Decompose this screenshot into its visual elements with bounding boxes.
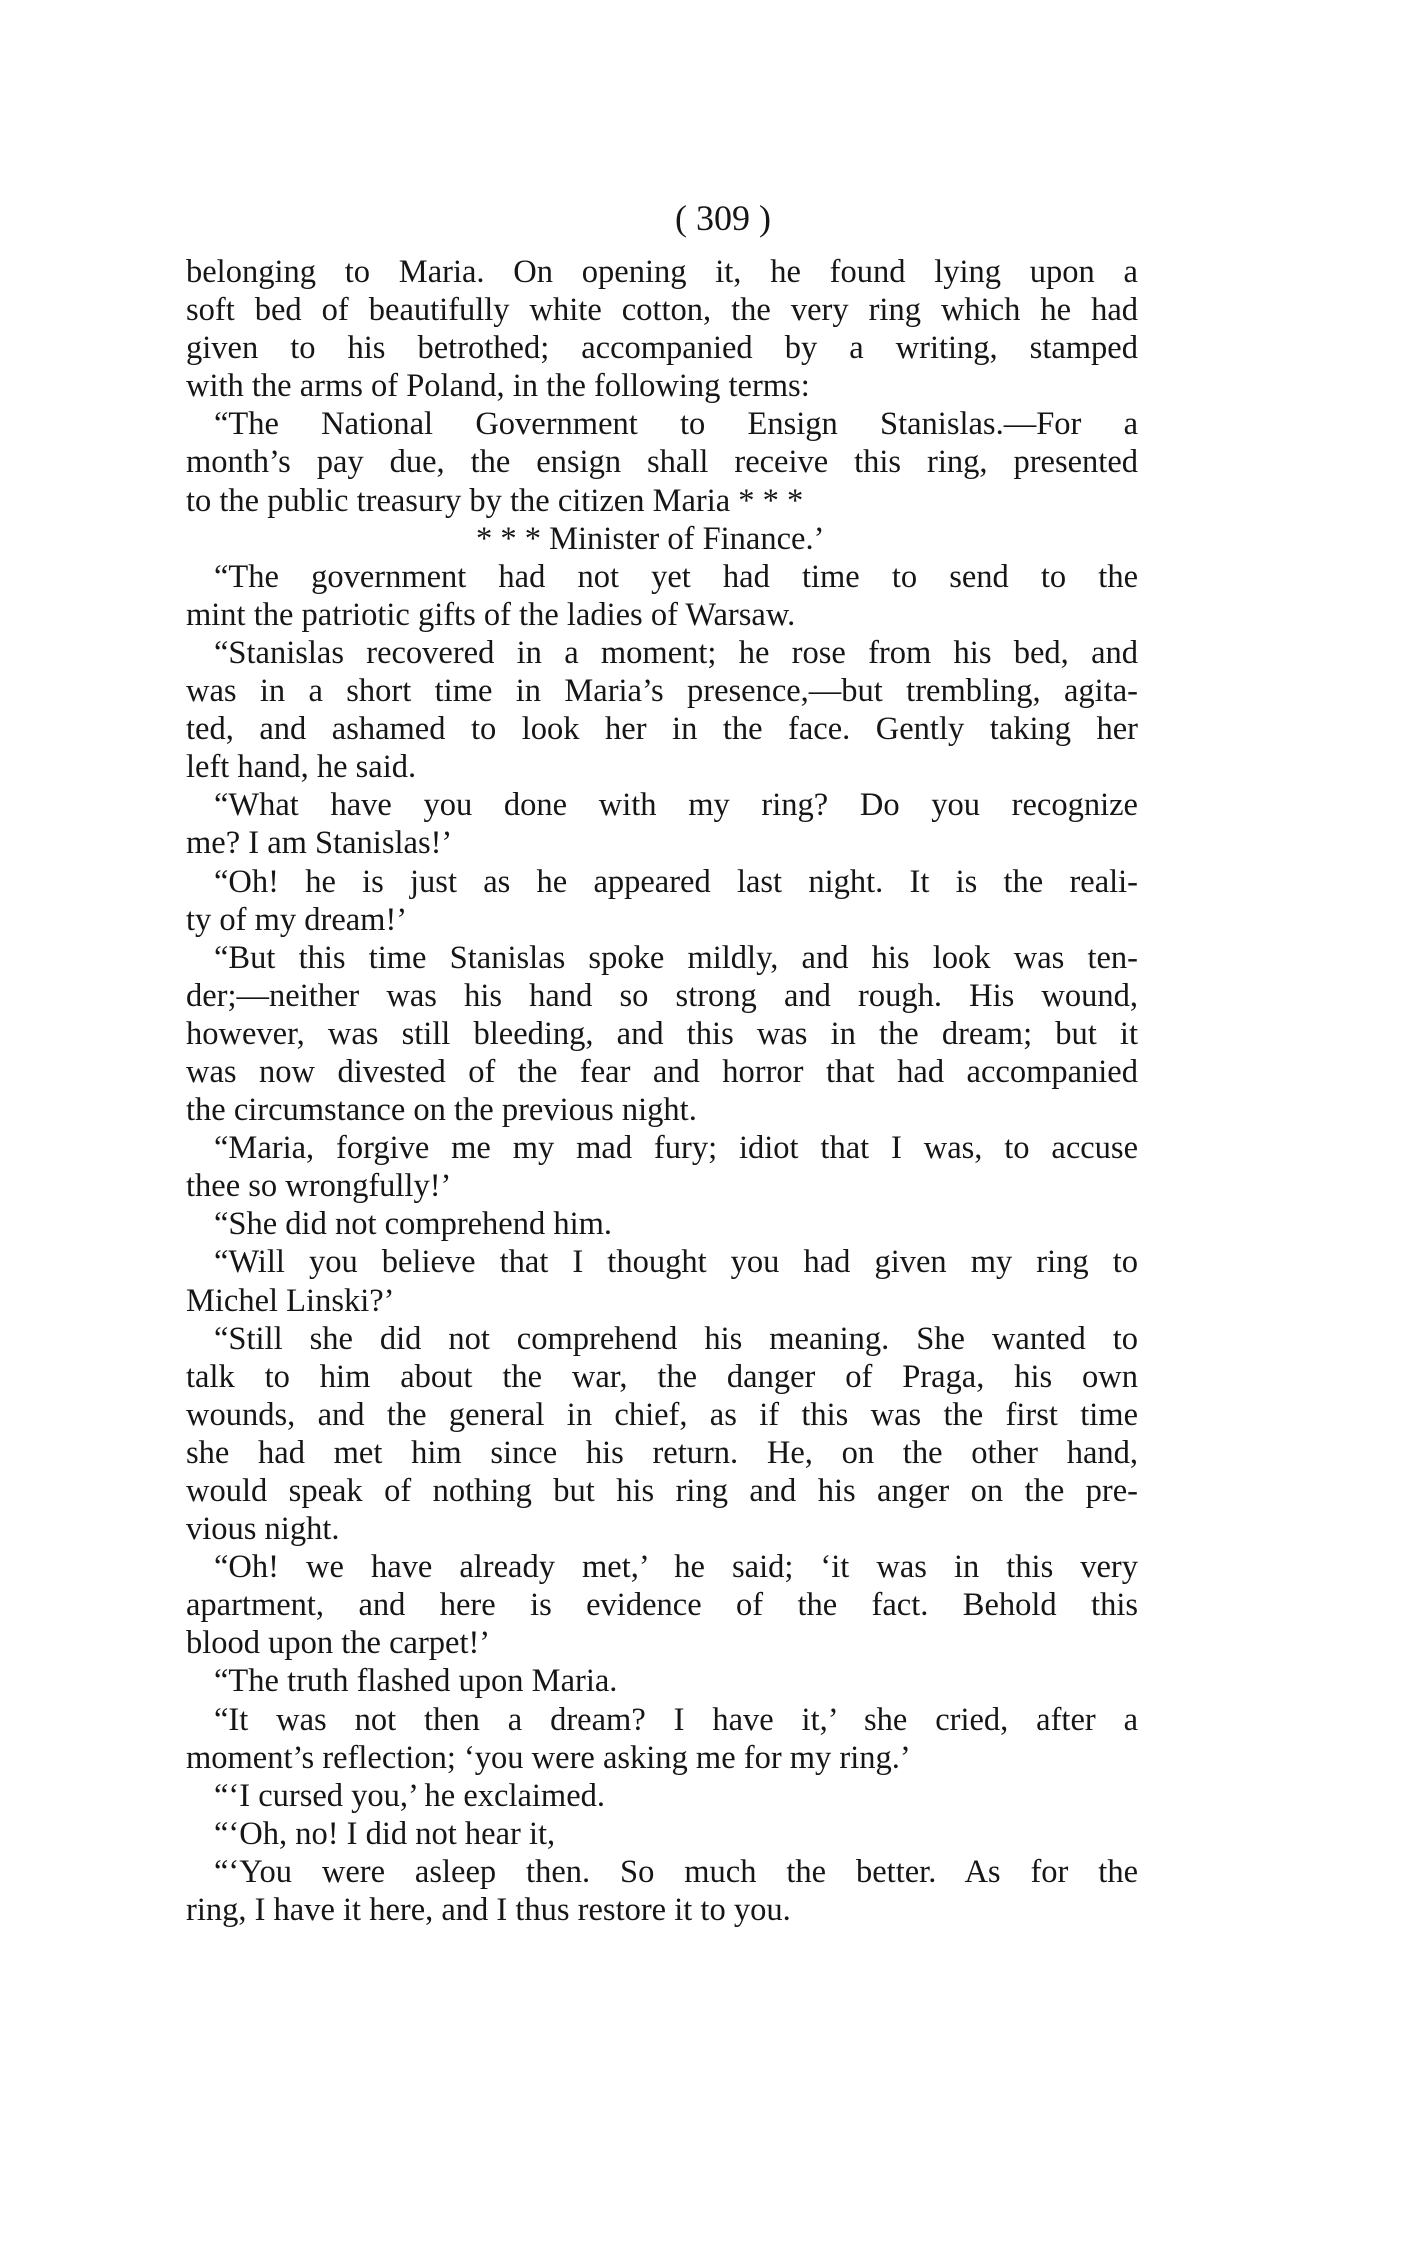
text-line: * * * Minister of Finance.’	[476, 520, 825, 557]
text-line: thee so wrongfully!’	[186, 1168, 452, 1205]
text-line: “‘Oh, no! I did not hear it,	[214, 1815, 556, 1852]
page-text	[186, 253, 1138, 1929]
text-line: was in a short time in Maria’s presence,—but trembling, agita-	[186, 673, 1138, 710]
text-line: given to his betrothed; accompanied by a writing, stamped	[186, 330, 1138, 367]
text-line: was now divested of the fear and horror that had accompanied	[186, 1053, 1138, 1090]
text-line: vious night.	[186, 1511, 340, 1548]
text-line: “The National Government to Ensign Stanislas.—For a	[214, 406, 1138, 443]
text-line: with the arms of Poland, in the following terms:	[186, 368, 810, 405]
text-line: “Still she did not comprehend his meaning. She wanted to	[214, 1320, 1138, 1357]
text-line: the circumstance on the previous night.	[186, 1092, 697, 1129]
text-line: however, was still bleeding, and this was in the dream; but it	[186, 1015, 1138, 1052]
text-line: “The government had not yet had time to send to the	[214, 558, 1138, 595]
text-line: “Stanislas recovered in a moment; he rose from his bed, and	[214, 634, 1138, 671]
text-line: left hand, he said.	[186, 749, 417, 786]
text-line: ring, I have it here, and I thus restore it to you.	[186, 1892, 791, 1929]
text-line: me? I am Stanislas!’	[186, 825, 453, 862]
text-line: “Oh! we have already met,’ he said; ‘it was in this very	[214, 1549, 1138, 1586]
text-line: ted, and ashamed to look her in the face. Gently taking her	[186, 711, 1138, 748]
text-line: der;—neither was his hand so strong and rough. His wound,	[186, 977, 1138, 1014]
text-line: month’s pay due, the ensign shall receive this ring, presented	[186, 444, 1138, 481]
text-line: blood upon the carpet!’	[186, 1625, 491, 1662]
text-line: talk to him about the war, the danger of Praga, his own	[186, 1358, 1138, 1395]
text-line: would speak of nothing but his ring and his anger on the pre-	[186, 1473, 1138, 1509]
text-line: “Oh! he is just as he appeared last night. It is the reali-	[214, 863, 1138, 900]
text-line: “But this time Stanislas spoke mildly, and his look was ten-	[214, 939, 1138, 976]
text-line: she had met him since his return. He, on the other hand,	[186, 1434, 1138, 1471]
text-line: belonging to Maria. On opening it, he found lying upon a	[186, 254, 1138, 290]
text-line: “Maria, forgive me my mad fury; idiot that I was, to accuse	[214, 1130, 1138, 1167]
text-line: “The truth flashed upon Maria.	[214, 1663, 618, 1700]
text-line: soft bed of beautifully white cotton, the very ring which he had	[186, 292, 1138, 329]
text-line: ty of my dream!’	[186, 901, 408, 938]
text-line: “She did not comprehend him.	[214, 1206, 613, 1243]
text-line: “What have you done with my ring? Do you recognize	[214, 787, 1138, 824]
text-line: “It was not then a dream? I have it,’ she cried, after a	[214, 1701, 1138, 1738]
text-line: wounds, and the general in chief, as if this was the first time	[186, 1396, 1138, 1433]
text-line: “Will you believe that I thought you had given my ring to	[214, 1244, 1138, 1281]
text-line: moment’s reflection; ‘you were asking me for my ring.’	[186, 1739, 911, 1776]
page-number: ( 309 )	[675, 198, 771, 238]
text-line: to the public treasury by the citizen Maria * * *	[186, 482, 804, 519]
text-line: mint the patriotic gifts of the ladies of Warsaw.	[186, 596, 796, 633]
text-line: “‘You were asleep then. So much the better. As for the	[214, 1853, 1138, 1890]
text-line: Michel Linski?’	[186, 1282, 395, 1319]
text-line: apartment, and here is evidence of the fact. Behold this	[186, 1587, 1138, 1624]
text-line: “‘I cursed you,’ he exclaimed.	[214, 1777, 606, 1814]
